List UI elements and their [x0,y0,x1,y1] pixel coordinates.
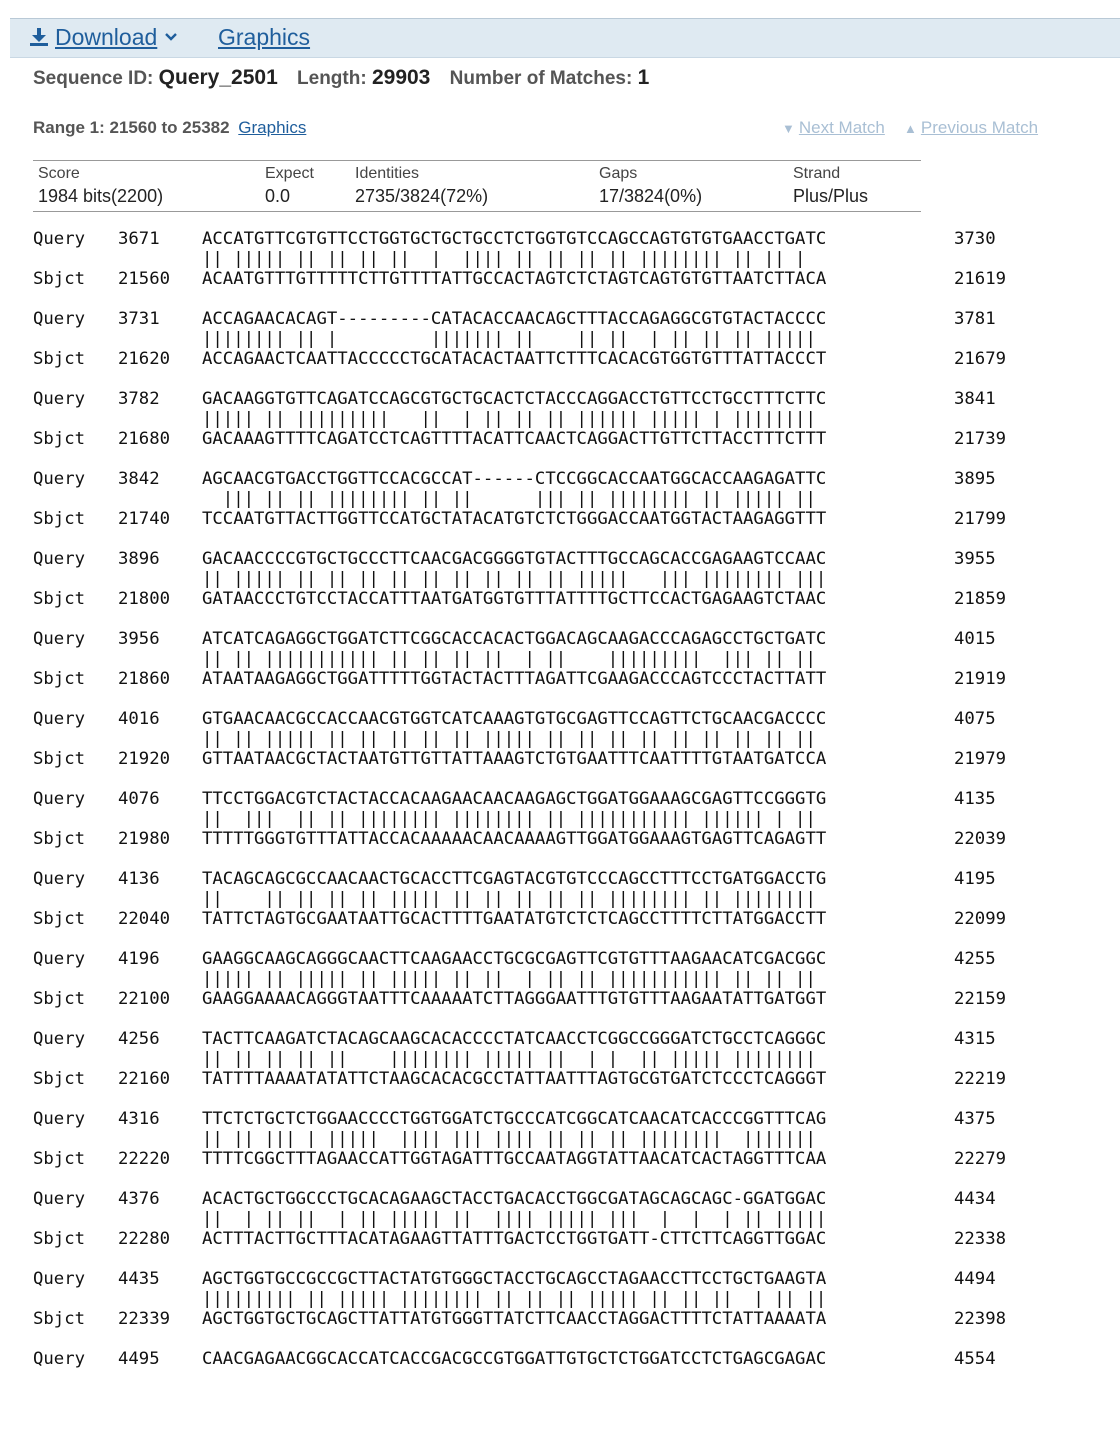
row-label: Sbjct [33,1309,86,1329]
row-label: Sbjct [33,349,86,369]
alignment-block [33,629,1006,709]
previous-match-link[interactable]: Previous Match [920,118,1039,137]
row-label: Sbjct [33,509,86,529]
row-label: Sbjct [33,1229,86,1249]
row-label: Query [33,229,86,249]
match-line [33,489,1006,509]
end-position: 21739 [954,429,1007,449]
range-label: Range 1: 21560 to 25382 [33,118,230,137]
end-position: 21619 [954,269,1007,289]
sequence-id: Query_2501 [158,66,278,89]
subject-line [33,1309,1006,1329]
start-position: 21620 [118,349,171,369]
match-line [33,409,1006,429]
triangle-up-icon: ▲ [904,121,917,136]
sequence-text: ACCAGAACACAGT---------CATACACCAACAGCTTTACCAGAGGCGTGTACTACCCC [202,309,827,329]
sequence-text: TACTTCAAGATCTACAGCAAGCACACCCCTATCAACCTCGGCCGGGATCTGCCTCAGGGC [202,1029,827,1049]
row-label: Sbjct [33,429,86,449]
sequence-text: |||||||| || | ||||||| || || || | || || || ||||| [202,329,827,349]
sequence-text: || || ||||| || || || || || ||||| || || || || || || || || || [202,729,827,749]
end-position: 22398 [954,1309,1007,1329]
alignment-block [33,469,1006,549]
query-line [33,869,1006,889]
row-label: Query [33,869,86,889]
alignment-block [33,709,1006,789]
sequence-text: ||||||||| || ||||| |||||||| || || || ||||| || || || | || || [202,1289,827,1309]
range-header [33,118,306,138]
end-position: 22279 [954,1149,1007,1169]
sequence-info [33,66,649,90]
subject-line [33,829,1006,849]
end-position: 4135 [954,789,996,809]
start-position: 21800 [118,589,171,609]
end-position: 4075 [954,709,996,729]
sequence-text: GACAAGGTGTTCAGATCCAGCGTGCTGCACTCTACCCAGGACCTGTTCCTGCCTTTCTTC [202,389,827,409]
subject-line [33,509,1006,529]
subject-line [33,429,1006,449]
range-graphics-link[interactable]: Graphics [238,118,307,137]
sequence-text: ACACTGCTGGCCCTGCACAGAAGCTACCTGACACCTGGCGATAGCAGCAGC-GGATGGAC [202,1189,827,1209]
row-label: Query [33,629,86,649]
subject-line [33,269,1006,289]
stat-strand [793,165,868,207]
strand-value: Plus/Plus [793,186,869,206]
start-position: 3896 [118,549,160,569]
end-position: 3730 [954,229,996,249]
match-line [33,649,1006,669]
row-label: Sbjct [33,669,86,689]
subject-line [33,1229,1006,1249]
match-line [33,809,1006,829]
start-position: 4316 [118,1109,160,1129]
start-position: 3956 [118,629,160,649]
end-position: 22219 [954,1069,1007,1089]
score-label: Score [38,165,80,182]
identities-value: 2735/3824(72%) [355,186,489,206]
start-position: 4376 [118,1189,160,1209]
start-position: 22280 [118,1229,171,1249]
end-position: 4315 [954,1029,996,1049]
sequence-text: TCCAATGTTACTTGGTTCCATGCTATACATGTCTCTGGGACCAATGGTACTAAGAGGTTT [202,509,827,529]
end-position: 4195 [954,869,996,889]
sequence-text: TATTTTAAAATATATTCTAAGCACACGCCTATTAATTTAGTGCGTGATCTCCCTCAGGGT [202,1069,827,1089]
start-position: 21680 [118,429,171,449]
start-position: 4256 [118,1029,160,1049]
query-line [33,709,1006,729]
end-position: 21859 [954,589,1007,609]
sequence-text: || || || || || |||||||| ||||| || | | || ||||| |||||||| [202,1049,827,1069]
match-line [33,969,1006,989]
sequence-text: || | || || | || ||||| || |||| ||||| ||| | | | || ||||| [202,1209,827,1229]
row-label: Query [33,789,86,809]
query-line [33,1189,1006,1209]
end-position: 3955 [954,549,996,569]
sequence-text: || ||||| || || || || || || || || || ||||| ||| |||||||| ||| [202,569,827,589]
alignment-block [33,549,1006,629]
matches-label: Number of Matches: [449,68,633,89]
results-toolbar [10,19,1120,58]
start-position: 21860 [118,669,171,689]
row-label: Sbjct [33,909,86,929]
stat-gaps [599,165,702,207]
sequence-text: GAAGGAAAACAGGGTAATTTCAAAAATCTTAGGGAATTTGTGTTTAAGAATATTGATGGT [202,989,827,1009]
length-label: Length: [297,68,367,89]
subject-line [33,349,1006,369]
row-label: Query [33,1269,86,1289]
score-value: 1984 bits(2200) [38,186,164,206]
start-position: 22160 [118,1069,171,1089]
download-icon[interactable] [29,27,49,47]
start-position: 4136 [118,869,160,889]
row-label: Query [33,709,86,729]
next-match-nav[interactable] [782,118,885,138]
start-position: 4495 [118,1349,160,1369]
start-position: 22100 [118,989,171,1009]
sequence-text: GACAAAGTTTTCAGATCCTCAGTTTTACATTCAACTCAGGACTTGTTCTTACCTTTCTTT [202,429,827,449]
row-label: Sbjct [33,1149,86,1169]
sequence-text: TTTTTGGGTGTTTATTACCACAAAAACAACAAAAGTTGGATGGAAAGTGAGTTCAGAGTT [202,829,827,849]
start-position: 3671 [118,229,160,249]
query-line [33,469,1006,489]
chevron-down-icon[interactable] [164,31,178,43]
row-label: Sbjct [33,989,86,1009]
alignment-view [33,229,1006,1429]
subject-line [33,909,1006,929]
match-line [33,729,1006,749]
alignment-block [33,1189,1006,1269]
match-line [33,889,1006,909]
sequence-text: AGCTGGTGCTGCAGCTTATTATGTGGGTTATCTTCAACCTAGGACTTTTCTATTAAAATA [202,1309,827,1329]
strand-label: Strand [793,165,841,182]
end-position: 21799 [954,509,1007,529]
triangle-down-icon: ▼ [782,121,795,136]
start-position: 21980 [118,829,171,849]
sequence-text: ACTTTACTTGCTTTACATAGAAGTTATTTGACTCCTGGTGATT-CTTCTTCAGGTTGGAC [202,1229,827,1249]
start-position: 4016 [118,709,160,729]
sequence-text: ACCATGTTCGTGTTCCTGGTGCTGCTGCCTCTGGTGTCCAGCCAGTGTGTGAACCTGATC [202,229,827,249]
query-line [33,629,1006,649]
sequence-text: ||| || || |||||||| || || ||| || |||||||| || ||||| || [202,489,827,509]
alignment-stats [33,160,921,212]
sequence-text: GTTAATAACGCTACTAATGTTGTTATTAAAGTCTGTGAATTTCAATTTTGTAATGATCCA [202,749,827,769]
start-position: 4435 [118,1269,160,1289]
row-label: Query [33,1189,86,1209]
query-line [33,389,1006,409]
start-position: 4196 [118,949,160,969]
match-line [33,569,1006,589]
end-position: 21679 [954,349,1007,369]
sequence-text: ACCAGAACTCAATTACCCCCTGCATACACTAATTCTTTCACACGTGGTGTTTATTACCCT [202,349,827,369]
alignment-block [33,1349,1006,1429]
end-position: 21919 [954,669,1007,689]
sequence-text: TATTCTAGTGCGAATAATTGCACTTTTGAATATGTCTCTCAGCCTTTTCTTATGGACCTT [202,909,827,929]
matches-value: 1 [637,66,650,89]
row-label: Query [33,1109,86,1129]
sequence-text: CAACGAGAACGGCACCATCACCGACGCCGTGGATTGTGCTCTGGATCCTCTGAGCGAGAC [202,1349,827,1369]
row-label: Sbjct [33,269,86,289]
query-line [33,309,1006,329]
alignment-block [33,389,1006,469]
row-label: Query [33,1349,86,1369]
start-position: 21560 [118,269,171,289]
row-label: Query [33,1029,86,1049]
sequence-text: || || ||| | ||||| |||| ||| |||| || || || |||||||| ||||||| [202,1129,827,1149]
subject-line [33,1069,1006,1089]
row-label: Query [33,469,86,489]
sequence-text: GAAGGCAAGCAGGGCAACTTCAAGAACCTGCGCGAGTTCGTGTTTAAGAACATCGACGGC [202,949,827,969]
sequence-text: ATCATCAGAGGCTGGATCTTCGGCACCACACTGGACAGCAAGACCCAGAGCCTGCTGATC [202,629,827,649]
subject-line [33,989,1006,1009]
query-line [33,789,1006,809]
start-position: 3842 [118,469,160,489]
previous-match-nav[interactable] [904,118,1038,138]
match-line [33,1049,1006,1069]
sequence-text: ||||| || ||||||||| || | || || || |||||| ||||| | |||||||| [202,409,827,429]
end-position: 4255 [954,949,996,969]
stat-score [38,165,163,207]
stat-expect [265,165,314,207]
match-line [33,329,1006,349]
subject-line [33,669,1006,689]
sequence-text: TACAGCAGCGCCAACAACTGCACCTTCGAGTACGTGTCCCAGCCTTTCCTGATGGACCTG [202,869,827,889]
end-position: 22159 [954,989,1007,1009]
alignment-block [33,869,1006,949]
end-position: 3781 [954,309,996,329]
alignment-block [33,309,1006,389]
alignment-block [33,949,1006,1029]
query-line [33,1269,1006,1289]
gaps-value: 17/3824(0%) [599,186,703,206]
row-label: Query [33,949,86,969]
subject-line [33,749,1006,769]
sequence-text: AGCTGGTGCCGCCGCTTACTATGTGGGCTACCTGCAGCCTAGAACCTTCCTGCTGAAGTA [202,1269,827,1289]
query-line [33,549,1006,569]
subject-line [33,1149,1006,1169]
identities-label: Identities [355,165,420,182]
next-match-link[interactable]: Next Match [798,118,885,137]
row-label: Sbjct [33,589,86,609]
end-position: 4434 [954,1189,996,1209]
length-value: 29903 [371,66,431,89]
row-label: Sbjct [33,1069,86,1089]
end-position: 4554 [954,1349,996,1369]
start-position: 21740 [118,509,171,529]
sequence-text: ATAATAAGAGGCTGGATTTTTGGTACTACTTTAGATTCGAAGACCCAGTCCCTACTTATT [202,669,827,689]
end-position: 3895 [954,469,996,489]
sequence-text: TTCTCTGCTCTGGAACCCCTGGTGGATCTGCCCATCGGCATCAACATCACCCGGTTTCAG [202,1109,827,1129]
end-position: 21979 [954,749,1007,769]
start-position: 3731 [118,309,160,329]
sequence-text: || ||| || || |||||||| |||||||| || ||||||||||| |||||| | || [202,809,827,829]
query-line [33,1349,1006,1369]
end-position: 22039 [954,829,1007,849]
end-position: 4015 [954,629,996,649]
sequence-text: TTCCTGGACGTCTACTACCACAAGAACAACAAGAGCTGGATGGAAAGCGAGTTCCGGGTG [202,789,827,809]
sequence-text: GACAACCCCGTGCTGCCCTTCAACGACGGGGTGTACTTTGCCAGCACCGAGAAGTCCAAC [202,549,827,569]
row-label: Sbjct [33,749,86,769]
gaps-label: Gaps [599,165,638,182]
row-label: Query [33,309,86,329]
graphics-link[interactable]: Graphics [218,24,311,50]
row-label: Query [33,549,86,569]
sequence-id-label: Sequence ID: [33,68,154,89]
download-button[interactable]: Download [55,24,158,50]
row-label: Sbjct [33,829,86,849]
end-position: 4375 [954,1109,996,1129]
start-position: 22220 [118,1149,171,1169]
sequence-text: || || || || || ||||| || || || || || |||||||| || |||||||| [202,889,827,909]
alignment-block [33,1109,1006,1189]
match-line [33,1369,1006,1389]
start-position: 3782 [118,389,160,409]
alignment-block [33,1029,1006,1109]
end-position: 22099 [954,909,1007,929]
sequence-text: GTGAACAACGCCACCAACGTGGTCATCAAAGTGTGCGAGTTCCAGTTCTGCAACGACCCC [202,709,827,729]
expect-value: 0.0 [265,186,291,206]
match-line [33,1289,1006,1309]
sequence-text: || || ||||||||||| || || || || | || ||||||||| ||| || || [202,649,827,669]
start-position: 22040 [118,909,171,929]
query-line [33,949,1006,969]
match-line [33,1209,1006,1229]
stat-identities [355,165,488,207]
expect-label: Expect [265,165,314,182]
alignment-block [33,1269,1006,1349]
sequence-text: TTTTCGGCTTTAGAACCATTGGTAGATTTGCCAATAGGTATTAACATCACTAGGTTTCAA [202,1149,827,1169]
query-line [33,1109,1006,1129]
end-position: 22338 [954,1229,1007,1249]
match-line [33,249,1006,269]
sequence-text: ||||| || ||||| || ||||| || || | || || ||||||||||| || || || [202,969,827,989]
alignment-block [33,229,1006,309]
query-line [33,1029,1006,1049]
sequence-text: AGCAACGTGACCTGGTTCCACGCCAT------CTCCGGCACCAATGGCACCAAGAGATTC [202,469,827,489]
row-label: Query [33,389,86,409]
start-position: 22339 [118,1309,171,1329]
alignment-block [33,789,1006,869]
query-line [33,229,1006,249]
end-position: 4494 [954,1269,996,1289]
sequence-text: GATAACCCTGTCCTACCATTTAATGATGGTGTTTATTTTGCTTCCACTGAGAAGTCTAAC [202,589,827,609]
sequence-text: || ||||| || || || || | |||| || || || || |||||||| || || | [202,249,827,269]
start-position: 21920 [118,749,171,769]
end-position: 3841 [954,389,996,409]
start-position: 4076 [118,789,160,809]
subject-line [33,589,1006,609]
sequence-text: ACAATGTTTGTTTTTCTTGTTTTATTGCCACTAGTCTCTAGTCAGTGTGTTAATCTTACA [202,269,827,289]
match-line [33,1129,1006,1149]
